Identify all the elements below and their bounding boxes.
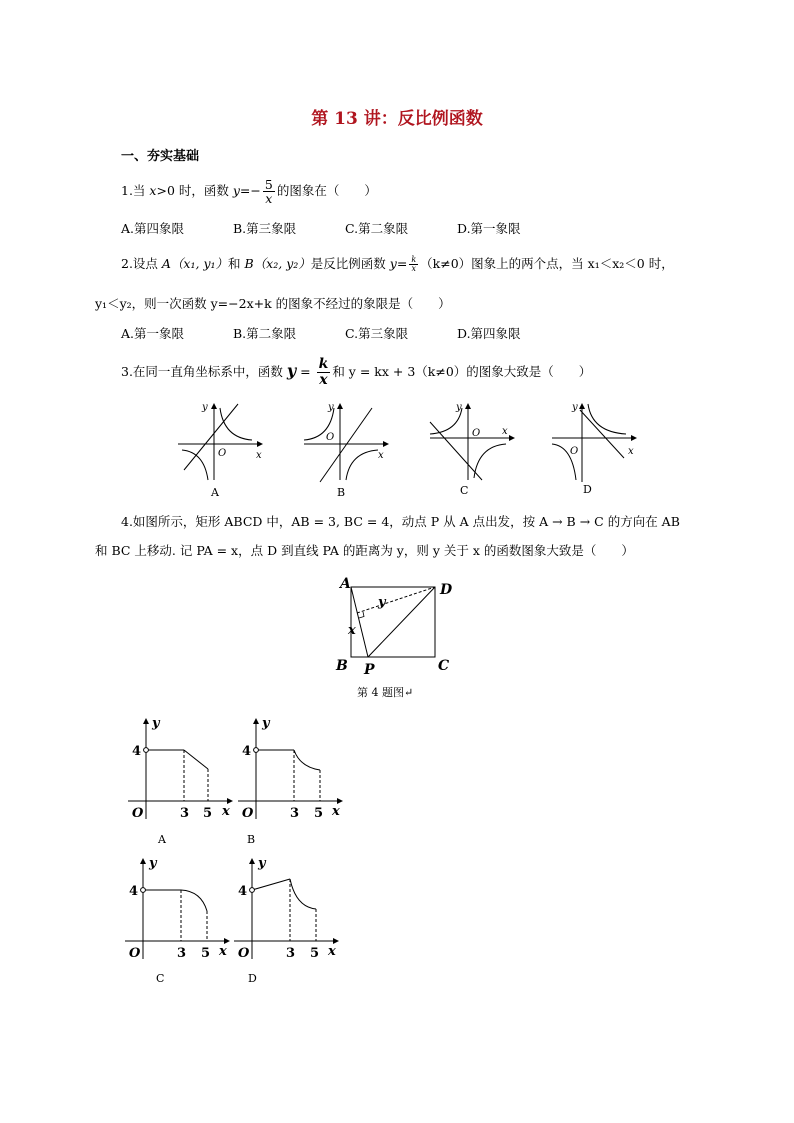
- q3-graph-d: [544, 398, 644, 486]
- q4d-five: 5: [310, 946, 320, 961]
- question-4-line-2: 和 BC 上移动. 记 PA = x，点 D 到直线 PA 的距离为 y，则 y 关于 x 的函数图象大致是（ ）: [95, 543, 634, 558]
- q3d-axis-x: x: [628, 446, 634, 457]
- q4d-y: y: [258, 856, 266, 871]
- q3-label-c[interactable]: C: [460, 484, 469, 497]
- q4-fig-d: D: [440, 582, 453, 598]
- q2-option-b[interactable]: B.第二象限: [233, 326, 297, 341]
- q4-label-d[interactable]: D: [248, 972, 257, 985]
- q3-var-y: y: [286, 361, 297, 380]
- q3-label-b[interactable]: B: [337, 486, 346, 499]
- q3c-axis-x: x: [502, 426, 508, 437]
- q3d-origin: O: [570, 446, 579, 457]
- q1-denominator: x: [265, 191, 273, 206]
- q3-label-d[interactable]: D: [583, 483, 592, 496]
- q4-graph-c: [121, 855, 233, 963]
- question-2-line-1: [121, 256, 674, 273]
- q1-option-b[interactable]: B.第三象限: [233, 221, 297, 236]
- q1-var-y: y: [232, 183, 240, 198]
- q4a-y: y: [152, 716, 160, 731]
- q3c-origin: O: [472, 428, 481, 439]
- q4d-x: x: [328, 944, 336, 959]
- section-heading: 一、夯实基础: [121, 149, 200, 164]
- q4-fig-x: x: [348, 623, 356, 638]
- q2-numerator: k: [411, 255, 417, 264]
- q1-option-d[interactable]: D.第一象限: [457, 221, 521, 236]
- q4-graph-a: [124, 715, 236, 823]
- question-4-line-1: 4.如图所示，矩形 ABCD 中，AB = 3, BC = 4，动点 P 从 A 点出发，按 A → B → C 的方向在 AB: [121, 514, 680, 529]
- q4c-three: 3: [177, 946, 187, 961]
- q2-fraction: [409, 256, 418, 273]
- q3b-axis-x: x: [378, 450, 384, 461]
- q1-option-c[interactable]: C.第二象限: [345, 221, 409, 236]
- q4d-four: 4: [238, 884, 248, 899]
- q4c-origin: O: [129, 946, 141, 961]
- q4-graph-d: [230, 855, 342, 963]
- q2-option-d[interactable]: D.第四象限: [457, 326, 521, 341]
- q2-var-y: y: [389, 256, 397, 271]
- q3-eq: =: [296, 364, 315, 379]
- q4a-five: 5: [203, 806, 213, 821]
- q4b-y: y: [262, 716, 270, 731]
- q2-point-a: A（x₁, y₁）: [161, 256, 229, 271]
- q1-eq: =−: [239, 183, 261, 198]
- q3a-axis-y: y: [202, 402, 208, 413]
- q1-fraction: [263, 178, 275, 205]
- q4c-four: 4: [129, 884, 139, 899]
- q4b-origin: O: [242, 806, 254, 821]
- q3-graph-b: [296, 398, 396, 486]
- q3-label-a[interactable]: A: [211, 486, 219, 499]
- q1-option-a[interactable]: A.第四象限: [121, 221, 185, 236]
- q2-middle: 是反比例函数: [310, 256, 390, 271]
- q4b-x: x: [332, 804, 340, 819]
- q4c-five: 5: [201, 946, 211, 961]
- q2-eq: =: [396, 256, 408, 271]
- q3-graph-a: [170, 398, 270, 486]
- q4a-three: 3: [180, 806, 190, 821]
- q2-option-c[interactable]: C.第三象限: [345, 326, 409, 341]
- q4-label-b[interactable]: B: [247, 833, 256, 846]
- q4c-x: x: [219, 944, 227, 959]
- q4-rectangle-figure: [330, 572, 460, 680]
- q3d-axis-y: y: [572, 402, 578, 413]
- q3a-axis-x: x: [256, 450, 262, 461]
- q3a-origin: O: [218, 448, 227, 459]
- q4a-four: 4: [132, 744, 142, 759]
- q4d-three: 3: [286, 946, 296, 961]
- q4a-x: x: [222, 804, 230, 819]
- q4b-four: 4: [242, 744, 252, 759]
- q4-label-a[interactable]: A: [158, 833, 166, 846]
- q1-numerator: 5: [264, 177, 273, 192]
- q3b-axis-y: y: [328, 402, 334, 413]
- page-title: 第 13 讲：反比例函数: [311, 109, 483, 129]
- q2-option-a[interactable]: A.第一象限: [121, 326, 185, 341]
- q3-fraction: [317, 357, 331, 388]
- q1-prefix: 1.当: [121, 183, 150, 198]
- q2-denominator: x: [411, 264, 416, 273]
- q4b-five: 5: [314, 806, 324, 821]
- q4a-origin: O: [132, 806, 144, 821]
- q2-point-b: B（x₂, y₂）: [244, 256, 311, 271]
- q3-denominator: x: [319, 372, 328, 388]
- q4c-y: y: [149, 856, 157, 871]
- q1-condition: >0 时，函数: [156, 183, 233, 198]
- q4-fig-c: C: [438, 658, 450, 674]
- q1-suffix: 的图象在（ ）: [276, 183, 377, 198]
- question-3: [121, 357, 591, 388]
- q4d-origin: O: [238, 946, 250, 961]
- question-1: [121, 178, 377, 205]
- q4-figure-caption: 第 4 题图↵: [357, 686, 414, 699]
- q4-fig-y: y: [378, 595, 386, 610]
- question-2-line-2: y₁＜y₂，则一次函数 y=−2x+k 的图象不经过的象限是（ ）: [95, 296, 451, 311]
- q4-fig-a: A: [340, 576, 351, 592]
- q3-suffix: 和 y = kx + 3（k≠0）的图象大致是（ ）: [332, 364, 592, 379]
- q3-numerator: k: [318, 356, 329, 372]
- q3b-origin: O: [326, 432, 335, 443]
- q4-label-c[interactable]: C: [156, 972, 165, 985]
- q2-condition: （k≠0）图象上的两个点，当 x₁＜x₂＜0 时，: [420, 256, 674, 271]
- q2-prefix: 2.设点: [121, 256, 162, 271]
- q1-var-x: x: [149, 183, 157, 198]
- q3-graph-c: [422, 398, 522, 486]
- q4-fig-b: B: [336, 658, 348, 674]
- q4b-three: 3: [290, 806, 300, 821]
- q4-fig-p: P: [364, 662, 375, 678]
- q2-and: 和: [228, 256, 245, 271]
- q3c-axis-y: y: [456, 402, 462, 413]
- q4-graph-b: [234, 715, 346, 823]
- q3-prefix: 3.在同一直角坐标系中，函数: [121, 364, 287, 379]
